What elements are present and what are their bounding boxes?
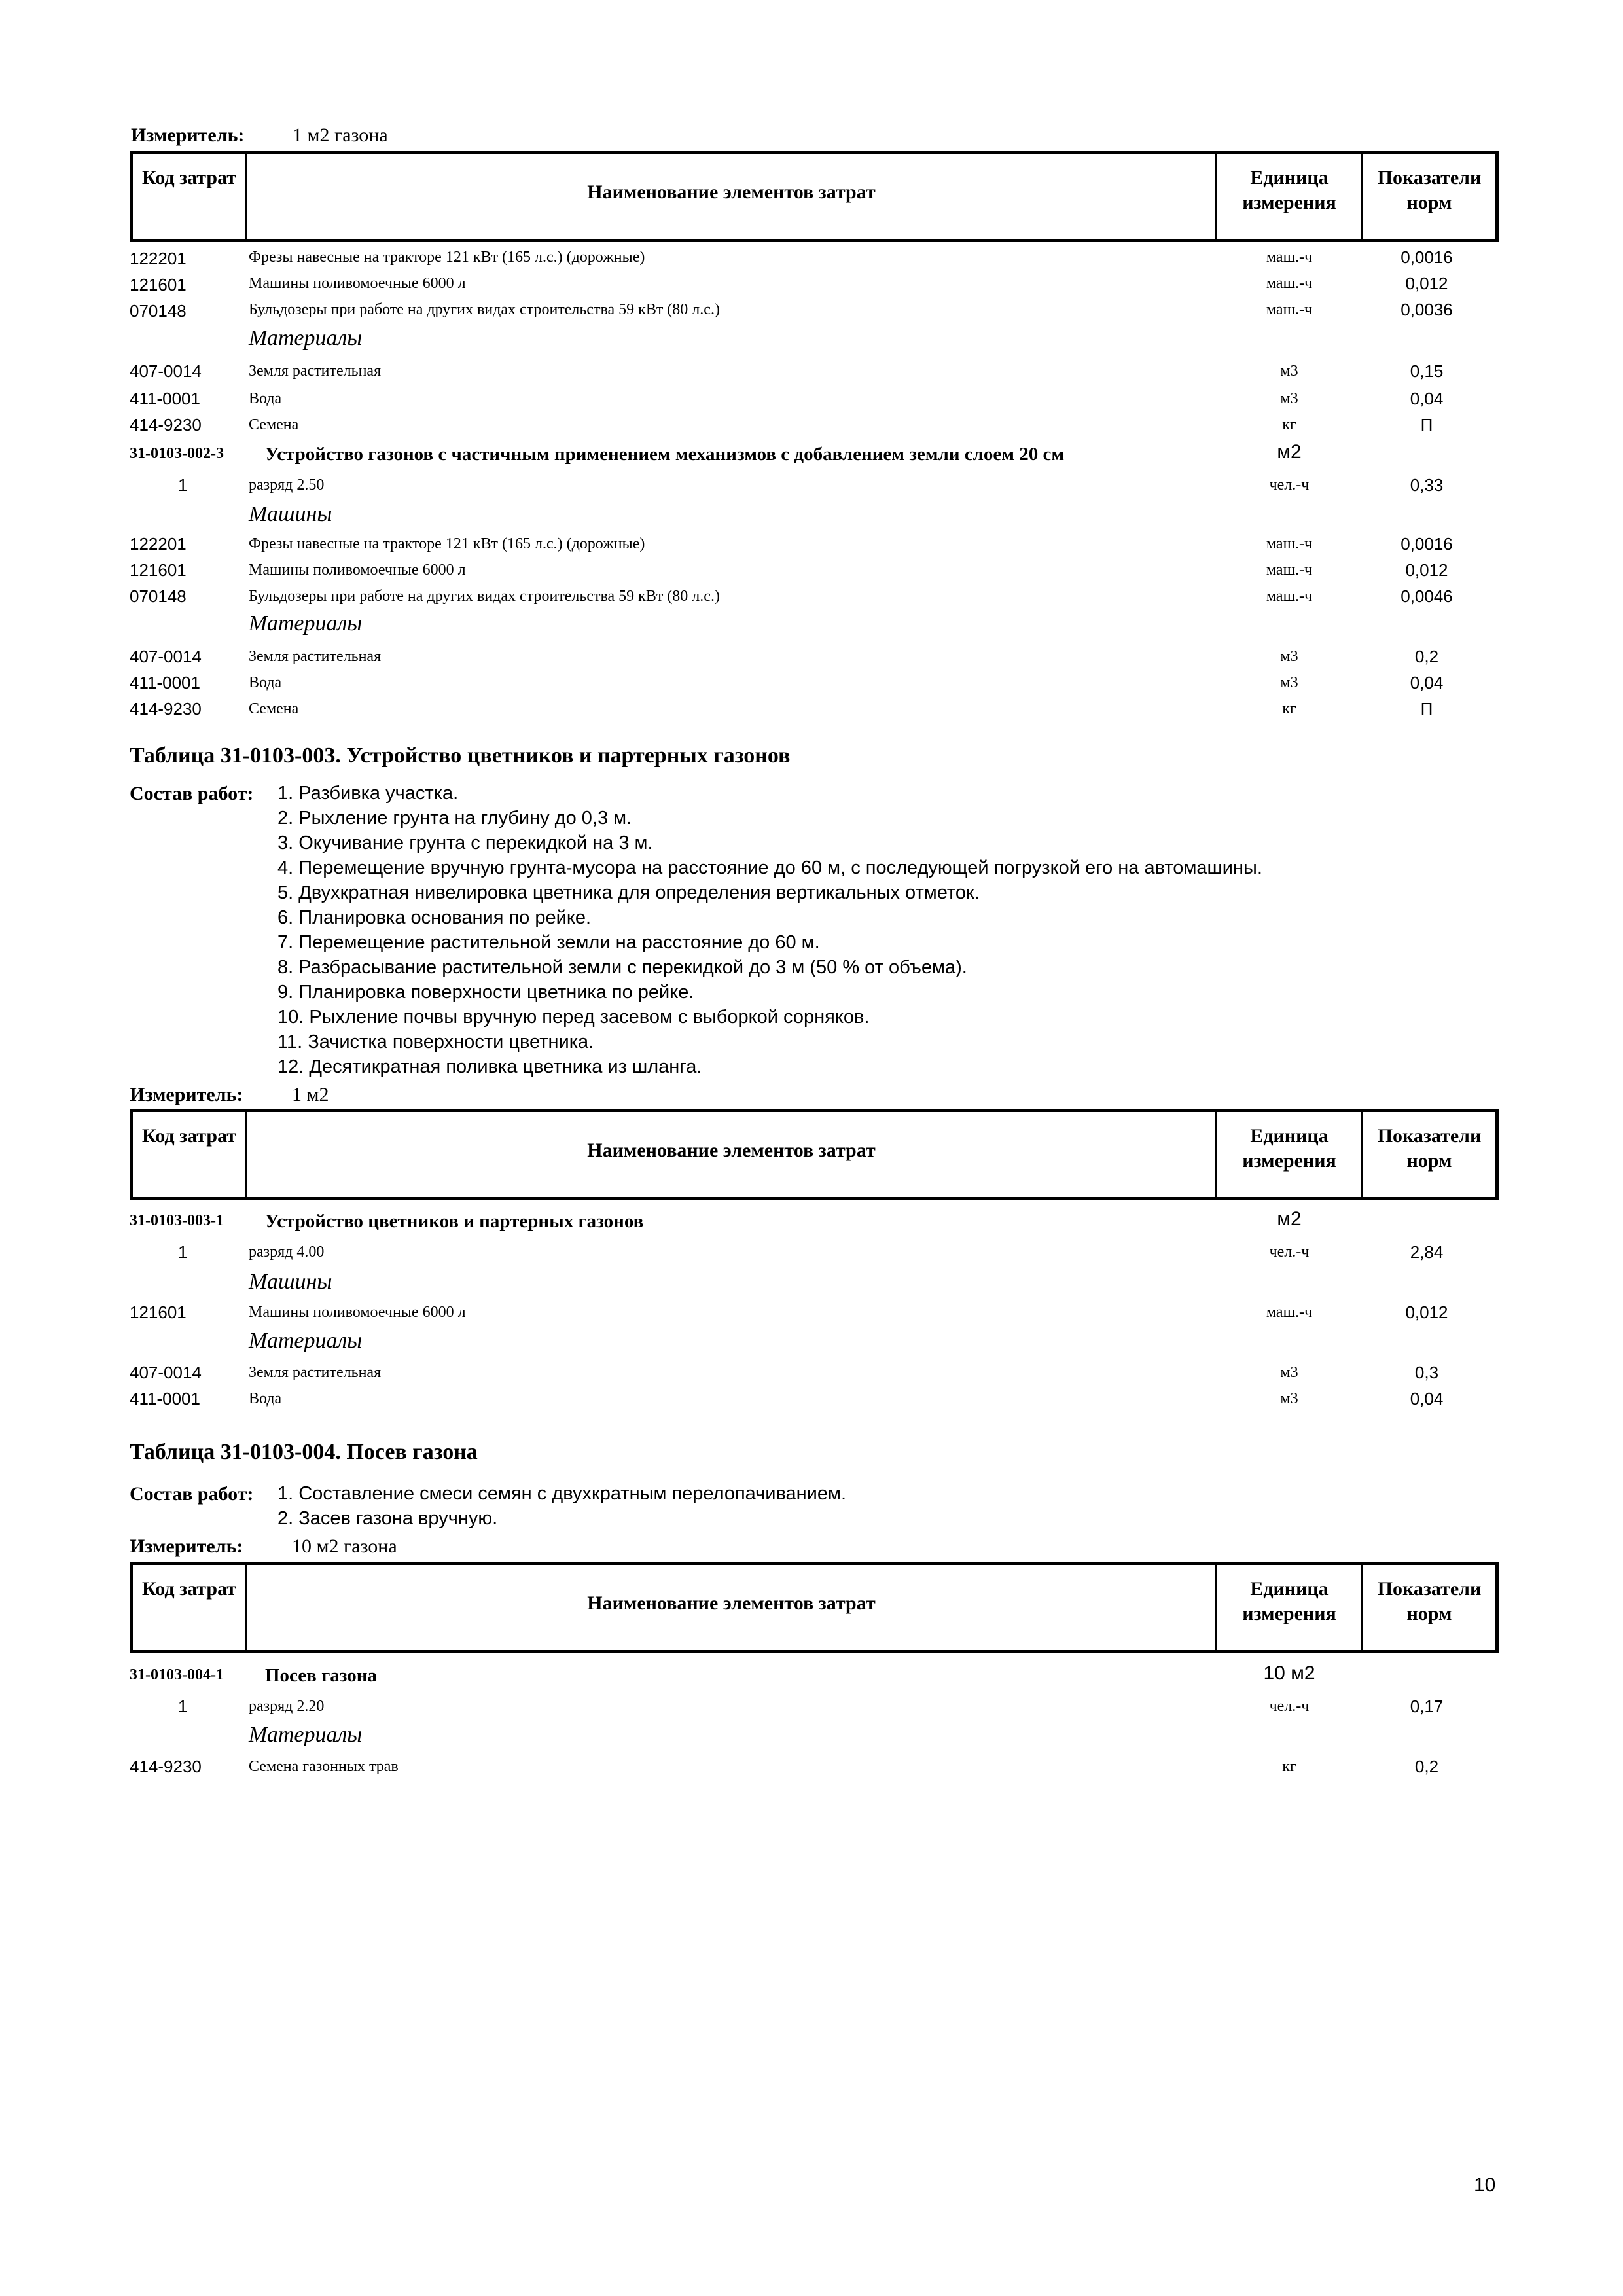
header-name: Наименование элементов затрат	[587, 1592, 876, 1614]
header-unit: Единица измерения	[1242, 1125, 1336, 1172]
section-materials: Материалы	[249, 611, 363, 636]
work-item: 5. Двухкратная нивелировка цветника для определения вертикальных отметок.	[277, 882, 980, 903]
item-code: 31-0103-004-1	[130, 1666, 224, 1683]
row-name: разряд 2.50	[249, 476, 325, 493]
row-code: 122201	[130, 249, 187, 268]
header-norm: Показатели норм	[1377, 1578, 1482, 1624]
row-unit: м3	[1280, 363, 1298, 380]
work-label: Состав работ:	[130, 1483, 254, 1505]
item-unit: 10 м2	[1263, 1662, 1315, 1684]
row-name: Вода	[249, 674, 282, 691]
header-unit: Единица измерения	[1242, 1578, 1336, 1624]
work-item: 2. Рыхление грунта на глубину до 0,3 м.	[277, 808, 632, 829]
section-materials: Материалы	[249, 326, 363, 350]
row-value: П	[1420, 415, 1433, 435]
row-unit: маш.-ч	[1266, 1304, 1313, 1321]
row-name: Вода	[249, 1390, 282, 1407]
row-unit: маш.-ч	[1266, 301, 1313, 318]
row-value: 0,012	[1405, 560, 1448, 580]
row-name: Бульдозеры при работе на других видах строительства 59 кВт (80 л.с.)	[249, 588, 720, 605]
row-code: 414-9230	[130, 699, 202, 719]
row-value: 0,33	[1410, 475, 1444, 495]
row-value: 0,2	[1414, 1757, 1439, 1776]
row-code: 414-9230	[130, 1757, 202, 1776]
item-code: 31-0103-002-3	[130, 445, 224, 462]
item-code: 31-0103-003-1	[130, 1212, 224, 1229]
work-item: 2. Засев газона вручную.	[277, 1508, 498, 1529]
row-name: Фрезы навесные на тракторе 121 кВт (165 л.с.) (дорожные)	[249, 535, 645, 552]
row-code: 070148	[130, 301, 187, 321]
work-item: 12. Десятикратная поливка цветника из шланга.	[277, 1056, 702, 1077]
row-value: 0,04	[1410, 389, 1444, 408]
table-title: Таблица 31-0103-003. Устройство цветников и партерных газонов	[130, 744, 791, 768]
row-code: 411-0001	[130, 389, 200, 408]
row-code: 407-0014	[130, 647, 202, 666]
header-norm: Показатели норм	[1377, 1125, 1482, 1172]
header-code: Код затрат	[141, 167, 237, 188]
measurer-value: 10 м2 газона	[292, 1535, 397, 1557]
header-code: Код затрат	[141, 1125, 237, 1147]
work-item: 6. Планировка основания по рейке.	[277, 907, 592, 928]
row-name: Семена газонных трав	[249, 1758, 399, 1775]
row-value: П	[1420, 699, 1433, 719]
row-unit: кг	[1282, 1758, 1296, 1775]
item-name: Устройство газонов с частичным применением механизмов с добавлением земли слоем 20 см	[265, 444, 1065, 465]
row-code: 1	[178, 475, 188, 495]
row-unit: маш.-ч	[1266, 588, 1313, 605]
row-name: Вода	[249, 390, 282, 407]
row-name: Машины поливомоечные 6000 л	[249, 275, 466, 292]
row-unit: м3	[1280, 390, 1298, 407]
row-code: 414-9230	[130, 415, 202, 435]
row-value: 0,3	[1414, 1363, 1439, 1382]
row-unit: чел.-ч	[1269, 476, 1310, 493]
row-code: 122201	[130, 534, 187, 554]
item-name: Устройство цветников и партерных газонов	[265, 1211, 644, 1232]
row-value: 0,012	[1405, 1302, 1448, 1322]
work-item: 7. Перемещение растительной земли на расстояние до 60 м.	[277, 932, 820, 953]
page-number: 10	[1474, 2174, 1496, 2196]
row-value: 0,2	[1414, 647, 1439, 666]
measurer-label: Измеритель:	[130, 1084, 243, 1105]
measurer-value: 1 м2	[292, 1084, 329, 1105]
row-code: 121601	[130, 560, 187, 580]
row-value: 2,84	[1410, 1242, 1444, 1262]
work-item: 4. Перемещение вручную грунта-мусора на расстояние до 60 м, с последующей погрузкой его на автомашины.	[277, 857, 1262, 878]
work-item: 8. Разбрасывание растительной земли с перекидкой до 3 м (50 % от объема).	[277, 957, 967, 978]
row-code: 1	[178, 1696, 188, 1716]
work-item: 10. Рыхление почвы вручную перед засевом с выборкой сорняков.	[277, 1007, 870, 1028]
row-code: 411-0001	[130, 673, 200, 692]
header-name: Наименование элементов затрат	[587, 181, 876, 203]
measurer-label: Измеритель:	[131, 124, 245, 146]
row-value: 0,0016	[1400, 534, 1453, 554]
row-code: 407-0014	[130, 1363, 202, 1382]
row-unit: кг	[1282, 700, 1296, 717]
row-value: 0,012	[1405, 274, 1448, 293]
row-value: 0,17	[1410, 1696, 1444, 1716]
work-item: 3. Окучивание грунта с перекидкой на 3 м.	[277, 833, 653, 853]
row-value: 0,0016	[1400, 247, 1453, 267]
row-code: 411-0001	[130, 1389, 200, 1408]
row-name: Земля растительная	[249, 1364, 382, 1381]
row-unit: маш.-ч	[1266, 562, 1313, 579]
row-unit: чел.-ч	[1269, 1244, 1310, 1261]
header-unit: Единица измерения	[1242, 167, 1336, 213]
work-label: Состав работ:	[130, 783, 254, 804]
header-code: Код затрат	[141, 1578, 237, 1600]
measurer-label: Измеритель:	[130, 1535, 243, 1557]
row-unit: м3	[1280, 1364, 1298, 1381]
row-unit: м3	[1280, 1390, 1298, 1407]
row-code: 407-0014	[130, 361, 202, 381]
work-item: 11. Зачистка поверхности цветника.	[277, 1031, 594, 1052]
work-item: 1. Разбивка участка.	[277, 783, 459, 804]
section-machines: Машины	[249, 502, 332, 526]
row-unit: маш.-ч	[1266, 249, 1313, 266]
table-header	[130, 1109, 1499, 1200]
work-item: 9. Планировка поверхности цветника по рейке.	[277, 982, 694, 1003]
row-name: Земля растительная	[249, 648, 382, 665]
row-unit: маш.-ч	[1266, 535, 1313, 552]
row-name: разряд 4.00	[249, 1244, 325, 1261]
row-name: Фрезы навесные на тракторе 121 кВт (165 л.с.) (дорожные)	[249, 249, 645, 266]
section-materials: Материалы	[249, 1723, 363, 1747]
row-value: 0,04	[1410, 1389, 1444, 1408]
section-machines: Машины	[249, 1270, 332, 1294]
row-unit: м3	[1280, 674, 1298, 691]
row-unit: м3	[1280, 648, 1298, 665]
row-unit: кг	[1282, 416, 1296, 433]
header-norm: Показатели норм	[1377, 167, 1482, 213]
row-code: 121601	[130, 1302, 187, 1322]
row-code: 070148	[130, 586, 187, 606]
table-header	[130, 151, 1499, 242]
row-name: разряд 2.20	[249, 1698, 325, 1715]
header-name: Наименование элементов затрат	[587, 1139, 876, 1161]
row-unit: маш.-ч	[1266, 275, 1313, 292]
row-value: 0,0046	[1400, 586, 1453, 606]
row-code: 1	[178, 1242, 188, 1262]
work-item: 1. Составление смеси семян с двухкратным перелопачиванием.	[277, 1483, 846, 1504]
table-header	[130, 1562, 1499, 1653]
section-materials: Материалы	[249, 1329, 363, 1353]
item-unit: м2	[1277, 441, 1302, 463]
item-name: Посев газона	[265, 1665, 377, 1686]
row-value: 0,15	[1410, 361, 1444, 381]
measurer-value: 1 м2 газона	[293, 124, 388, 146]
row-value: 0,04	[1410, 673, 1444, 692]
row-name: Машины поливомоечные 6000 л	[249, 562, 466, 579]
row-code: 121601	[130, 275, 187, 295]
item-unit: м2	[1277, 1208, 1302, 1230]
row-name: Семена	[249, 700, 299, 717]
row-name: Машины поливомоечные 6000 л	[249, 1304, 466, 1321]
table-title: Таблица 31-0103-004. Посев газона	[130, 1440, 478, 1464]
row-name: Бульдозеры при работе на других видах строительства 59 кВт (80 л.с.)	[249, 301, 720, 318]
row-value: 0,0036	[1400, 300, 1453, 319]
row-name: Земля растительная	[249, 363, 382, 380]
row-unit: чел.-ч	[1269, 1698, 1310, 1715]
row-name: Семена	[249, 416, 299, 433]
